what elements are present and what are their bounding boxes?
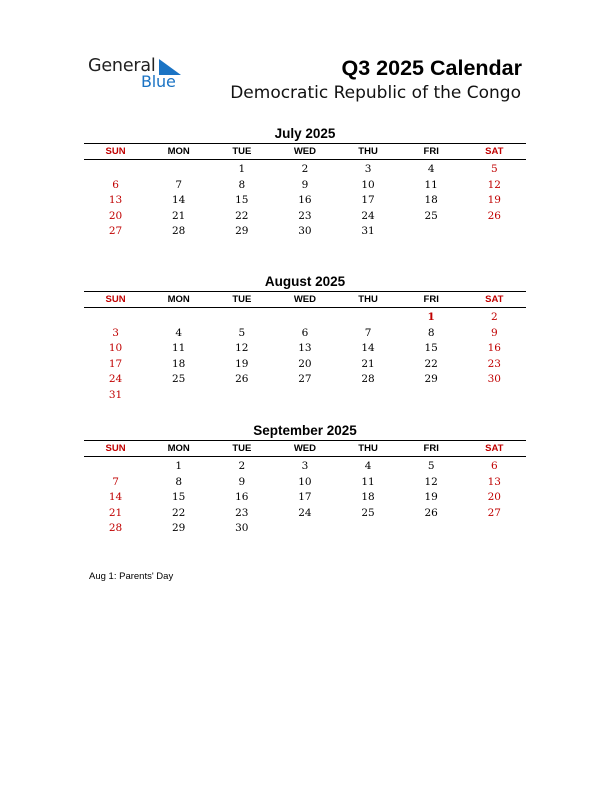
day-cell: 26 [424,506,438,519]
day-cell: 11 [424,178,438,191]
day-cell: 17 [361,194,375,207]
day-cell: 14 [361,342,375,355]
weekday-wed: WED [293,146,317,157]
holiday-note: Aug 1: Parents' Day [89,571,174,582]
day-cell: 4 [427,163,435,175]
day-cell: 25 [172,373,186,386]
weekday-wed: WED [293,294,317,305]
day-empty [84,459,147,475]
day-cell: 24 [108,373,123,386]
weekday-tue: TUE [232,146,252,157]
day-cell: 17 [298,491,312,504]
day-cell: 9 [301,178,309,191]
month-title: August 2025 [264,274,346,289]
day-cell: 9 [490,326,498,339]
month-september [84,422,526,537]
day-cell: 3 [364,163,372,175]
day-cell: 25 [361,506,375,519]
day-cell: 1 [238,163,246,175]
day-cell: 2 [238,460,246,472]
weekday-header-row [84,143,526,160]
weekday-mon: MON [167,294,190,305]
day-empty [84,162,147,178]
day-cell: 2 [301,163,309,175]
logo-blue-text: Blue [141,72,176,91]
day-empty [273,310,336,326]
day-cell: 5 [238,326,246,339]
day-cell: 30 [298,225,312,238]
day-cell: 15 [424,342,438,355]
month-july [84,125,526,240]
day-cell: 11 [361,475,375,488]
day-cell: 29 [424,373,438,386]
day-cell: 27 [298,373,312,386]
days-grid [84,160,526,240]
day-cell: 15 [235,194,249,207]
day-cell: 14 [172,194,186,207]
weekday-sat: SAT [485,443,504,454]
day-cell: 8 [175,475,183,488]
day-cell: 7 [112,475,119,488]
day-cell: 6 [490,460,498,472]
day-cell: 22 [424,357,438,370]
day-cell: 24 [298,506,312,519]
day-cell: 31 [361,225,375,238]
page-title: Q3 2025 Calendar [341,56,522,80]
day-cell: 10 [361,178,375,191]
day-empty [84,310,147,326]
day-cell: 22 [235,209,249,222]
day-cell: 21 [108,506,123,519]
day-cell: 9 [238,475,246,488]
day-cell: 26 [487,209,501,222]
day-cell: 20 [487,491,501,504]
day-empty [210,310,273,326]
day-cell: 21 [172,209,186,222]
day-cell: 7 [364,326,372,339]
day-cell: 10 [298,475,312,488]
weekday-fri: FRI [423,443,439,454]
day-cell: 23 [235,506,249,519]
weekday-thu: THU [358,443,378,454]
day-cell: 31 [108,388,123,401]
day-cell: 5 [490,163,498,175]
day-cell: 18 [172,357,186,370]
day-cell: 3 [301,460,309,472]
day-cell: 18 [424,194,438,207]
day-cell: 26 [235,373,249,386]
day-empty [147,162,210,178]
day-cell: 12 [235,342,249,355]
day-cell: 6 [301,326,309,339]
weekday-header-row [84,440,526,457]
day-empty [147,310,210,326]
day-cell: 28 [172,225,186,238]
day-cell: 27 [487,506,501,519]
day-cell: 2 [490,311,498,323]
day-cell: 6 [112,178,119,191]
day-cell: 25 [424,209,438,222]
logo [88,56,198,96]
month-title: September 2025 [253,423,357,438]
day-cell: 19 [487,194,501,207]
day-cell: 19 [424,491,438,504]
day-cell: 28 [108,522,123,535]
day-cell: 16 [298,194,312,207]
month-august [84,273,526,404]
weekday-tue: TUE [232,443,252,454]
day-cell: 3 [112,326,119,339]
day-cell: 13 [108,194,123,207]
day-cell: 22 [172,506,186,519]
day-cell: 4 [364,460,372,472]
weekday-sun: SUN [105,294,126,305]
day-cell: 5 [427,460,435,472]
holiday-day-cell: 1 [427,311,435,323]
day-cell: 4 [175,326,183,339]
day-cell: 13 [298,342,312,355]
days-grid [84,308,526,404]
day-cell: 14 [108,491,123,504]
day-cell: 27 [108,225,123,238]
day-cell: 23 [298,209,312,222]
day-cell: 16 [487,342,501,355]
day-cell: 16 [235,491,249,504]
weekday-header-row [84,291,526,308]
weekday-sun: SUN [105,146,126,157]
weekday-tue: TUE [232,294,252,305]
page-subtitle: Democratic Republic of the Congo [230,83,521,103]
day-cell: 7 [175,178,183,191]
day-cell: 10 [108,342,123,355]
day-cell: 20 [298,357,312,370]
weekday-mon: MON [167,443,190,454]
day-cell: 23 [487,357,501,370]
day-cell: 30 [487,373,501,386]
day-empty [337,310,400,326]
weekday-mon: MON [167,146,190,157]
weekday-sat: SAT [485,146,504,157]
weekday-sat: SAT [485,294,504,305]
day-cell: 8 [427,326,435,339]
weekday-thu: THU [358,146,378,157]
day-cell: 30 [235,522,249,535]
day-cell: 28 [361,373,375,386]
logo-general-text: General [88,56,156,76]
day-cell: 19 [235,357,249,370]
day-cell: 18 [361,491,375,504]
weekday-fri: FRI [423,294,439,305]
day-cell: 24 [361,209,375,222]
day-cell: 17 [108,357,123,370]
weekday-fri: FRI [423,146,439,157]
day-cell: 1 [175,460,183,472]
weekday-sun: SUN [105,443,126,454]
day-cell: 21 [361,357,375,370]
month-title: July 2025 [274,126,336,141]
day-cell: 29 [172,522,186,535]
day-cell: 12 [487,178,501,191]
day-cell: 13 [487,475,501,488]
days-grid [84,457,526,537]
day-cell: 8 [238,178,246,191]
day-cell: 15 [172,491,186,504]
day-cell: 20 [108,209,123,222]
day-cell: 12 [424,475,438,488]
day-cell: 29 [235,225,249,238]
weekday-wed: WED [293,443,317,454]
weekday-thu: THU [358,294,378,305]
day-cell: 11 [172,342,186,355]
